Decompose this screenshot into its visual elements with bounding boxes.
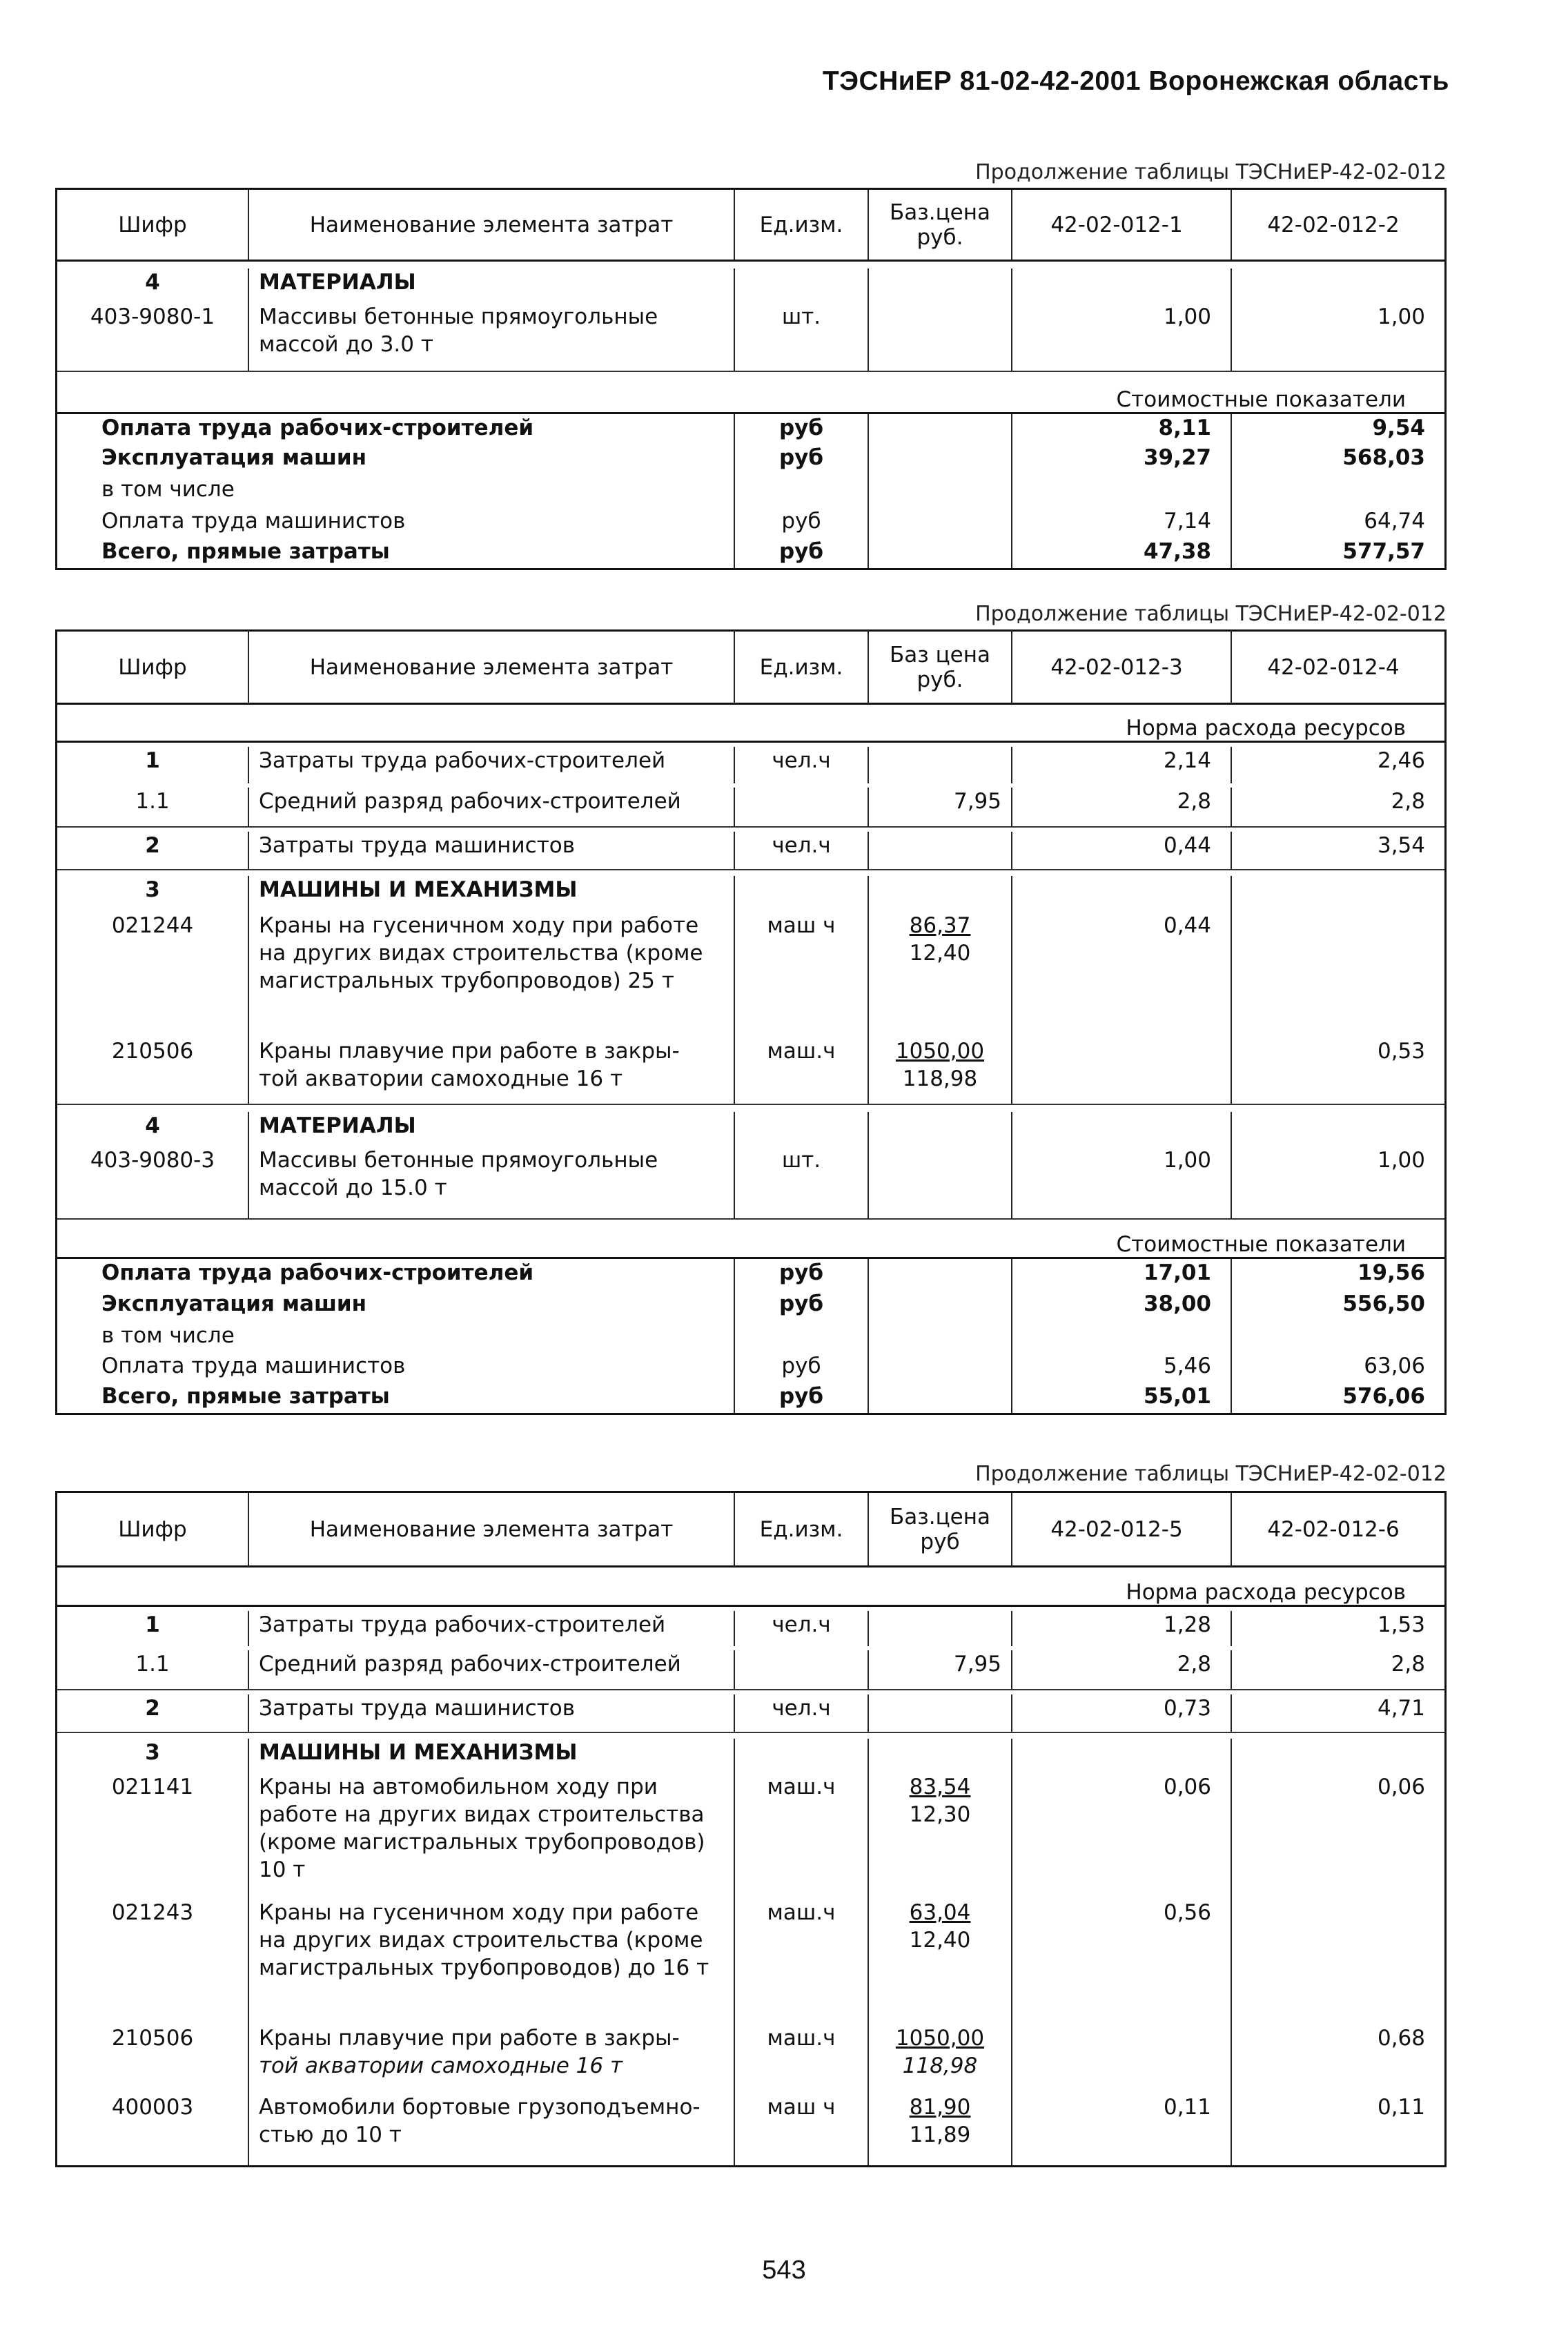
col-variant-header: 42-02-012-5	[1011, 1493, 1231, 1565]
row-value: 1,00	[1231, 303, 1444, 371]
cost-row: Оплата труда рабочих-строителей руб 8,11 9,54	[57, 412, 1444, 444]
continuation-caption-1: Продолжение таблицы ТЭСНиЕР-42-02-012	[975, 160, 1447, 184]
col-code-header: Шифр	[118, 654, 187, 680]
row-code: 4	[145, 270, 160, 295]
col-variant-header: 42-02-012-2	[1231, 190, 1444, 260]
cost-indicators-row	[57, 1218, 1444, 1257]
col-price-header: Баз.цена руб.	[868, 190, 1011, 260]
table-row: 1.1 Средний разряд рабочих-строителей 7,95 2,8 2,8	[57, 1646, 1444, 1689]
table-header	[57, 1493, 1444, 1567]
row-code: 403-9080-1	[90, 304, 215, 329]
row-value: 1,00	[1011, 303, 1231, 371]
table-1	[55, 188, 1447, 570]
table-row	[57, 262, 1444, 303]
cost-row: в том числе	[57, 1322, 1444, 1352]
col-unit-header: Ед.изм.	[734, 190, 868, 260]
resource-norm-row	[57, 1567, 1444, 1605]
table-row: 2 Затраты труда машинистов чел.ч 0,44 3,54	[57, 826, 1444, 869]
cost-row: Всего, прямые затраты руб 55,01 576,06	[57, 1383, 1444, 1413]
col-variant-header: 42-02-012-4	[1231, 632, 1444, 703]
page-title: ТЭСНиЕР 81-02-42-2001 Воронежская область	[822, 66, 1449, 96]
cost-row: Оплата труда рабочих-строителей руб 17,01 19,56	[57, 1257, 1444, 1290]
table-row: 021243 Краны на гусеничном ходу при работе на других видах строительства (кроме магистральных трубопроводов) до 16 т маш.ч 63,04 12,40 0,56	[57, 1899, 1444, 2024]
table-header	[57, 632, 1444, 705]
col-code-header: Шифр	[118, 212, 187, 237]
table-row: 3 МАШИНЫ И МЕХАНИЗМЫ	[57, 1732, 1444, 1773]
col-name-header: Наименование элемента затрат	[248, 190, 734, 260]
page-number: 543	[762, 2256, 806, 2285]
table-2	[55, 629, 1447, 1415]
col-code-header: Шифр	[118, 1516, 187, 1542]
table-row: 2 Затраты труда машинистов чел.ч 0,73 4,71	[57, 1689, 1444, 1732]
col-price-header: Баз.цена руб	[868, 1493, 1011, 1565]
table-row: 4 МАТЕРИАЛЫ	[57, 1104, 1444, 1146]
section-label: Стоимостные показатели	[1116, 1232, 1406, 1257]
table-row: 1 Затраты труда рабочих-строителей чел.ч 2,14 2,46	[57, 741, 1444, 783]
cost-row: Оплата труда машинистов руб 5,46 63,06	[57, 1352, 1444, 1383]
col-variant-header: 42-02-012-3	[1011, 632, 1231, 703]
col-variant-header: 42-02-012-6	[1231, 1493, 1444, 1565]
col-name-header: Наименование элемента затрат	[248, 632, 734, 703]
section-label: Стоимостные показатели	[1116, 387, 1406, 412]
cost-row: Эксплуатация машин руб 39,27 568,03	[57, 444, 1444, 476]
continuation-caption-3: Продолжение таблицы ТЭСНиЕР-42-02-012	[975, 1462, 1447, 1486]
table-row: 403-9080-3 Массивы бетонные прямоугольные массой до 15.0 т шт. 1,00 1,00	[57, 1146, 1444, 1218]
table-row: 1 Затраты труда рабочих-строителей чел.ч 1,28 1,53	[57, 1605, 1444, 1646]
table-row: 210506 Краны плавучие при работе в закры- той акватории самоходные 16 т маш.ч 1050,00 118,98 0,53	[57, 1037, 1444, 1104]
col-variant-header: 42-02-012-1	[1011, 190, 1231, 260]
row-name: Массивы бетонные прямоугольные массой до 3.0 т	[248, 303, 734, 371]
col-unit-header: Ед.изм.	[734, 632, 868, 703]
row-unit: шт.	[734, 303, 868, 371]
row-name: МАТЕРИАЛЫ	[248, 268, 734, 303]
table-3	[55, 1491, 1447, 2167]
cost-row: в том числе	[57, 476, 1444, 507]
table-row	[57, 303, 1444, 371]
cost-row: Эксплуатация машин руб 38,00 556,50	[57, 1290, 1444, 1322]
col-unit-header: Ед.изм.	[734, 1493, 868, 1565]
table-row: 400003 Автомобили бортовые грузоподъемно- стью до 10 т маш ч 81,90 11,89 0,11 0,11	[57, 2093, 1444, 2165]
table-row: 3 МАШИНЫ И МЕХАНИЗМЫ	[57, 869, 1444, 912]
table-row: 021244 Краны на гусеничном ходу при работе на других видах строительства (кроме магистральных трубопроводов) 25 т маш ч 86,37 12,40 0,44	[57, 912, 1444, 1037]
cost-row: Оплата труда машинистов руб 7,14 64,74	[57, 507, 1444, 538]
cost-row: Всего, прямые затраты руб 47,38 577,57	[57, 538, 1444, 568]
continuation-caption-2: Продолжение таблицы ТЭСНиЕР-42-02-012	[975, 602, 1447, 626]
col-price-header: Баз цена руб.	[868, 632, 1011, 703]
table-row: 210506 Краны плавучие при работе в закры- той акватории самоходные 16 т маш.ч 1050,00 118,98 0,68	[57, 2024, 1444, 2093]
table-header	[57, 190, 1444, 262]
col-name-header: Наименование элемента затрат	[248, 1493, 734, 1565]
cost-indicators-row	[57, 371, 1444, 412]
table-row: 1.1 Средний разряд рабочих-строителей 7,95 2,8 2,8	[57, 783, 1444, 826]
table-row: 021141 Краны на автомобильном ходу при работе на других видах строительства (кроме магистральных трубопроводов) 10 т маш.ч 83,54 12,30 0,06 0,06	[57, 1773, 1444, 1899]
section-label: Норма расхода ресурсов	[1126, 716, 1406, 741]
section-label: Норма расхода ресурсов	[1126, 1580, 1406, 1605]
resource-norm-row	[57, 705, 1444, 741]
